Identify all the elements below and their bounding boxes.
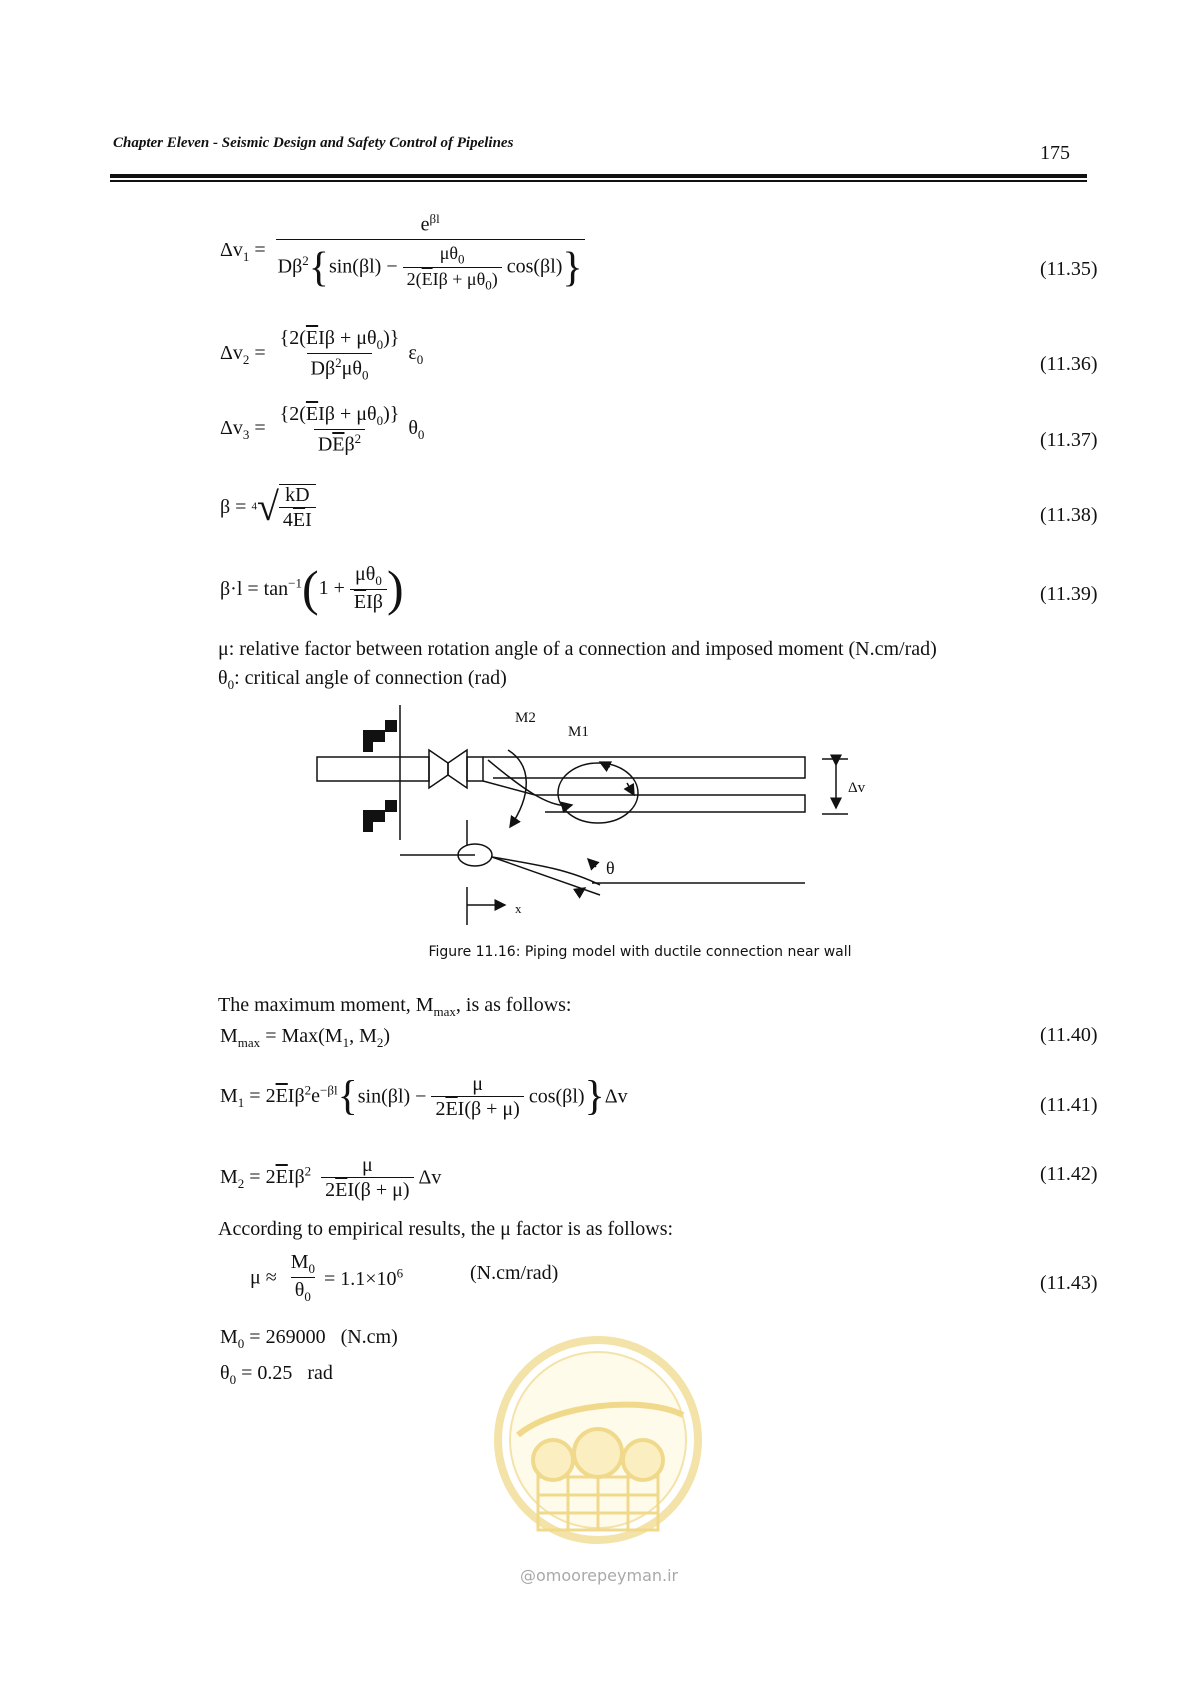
pipe-right-lower (483, 781, 805, 812)
equation-11-42: $M_2 = 2\overline{E}I\beta^2$ $\frac{\mu}{2\overline{E}I(\beta + \mu)}$ Δv (220, 1154, 442, 1201)
unit-mu: (N.cm/rad) (470, 1262, 559, 1284)
equation-number: (11.43) (1040, 1272, 1098, 1294)
equation-number: (11.37) (1040, 429, 1098, 451)
theta0-unit: rad (307, 1362, 333, 1384)
watermark-logo (493, 1335, 703, 1565)
equation-number: (11.39) (1040, 583, 1098, 605)
equation-11-39: $\beta\cdot l = \tan^{-1}(1$ + $\frac{\mu\theta_0}{\overline{E}I\beta}$ ) (220, 560, 404, 616)
page-number: 175 (1040, 142, 1070, 164)
label-x: x (515, 901, 522, 916)
equation-number: (11.40) (1040, 1024, 1098, 1046)
theta0-value-text: = 0.25 (241, 1362, 293, 1384)
max-moment-intro-post: , is as follows: (455, 994, 572, 1016)
empirical-intro: According to empirical results, the μ factor is as follows: (218, 1218, 674, 1240)
definition-mu: μ: relative factor between rotation angle of a connection and imposed moment (N.cm/rad) (218, 638, 937, 660)
pipe-left (317, 757, 429, 781)
m0-value-text: = 269000 (249, 1326, 326, 1348)
equation-number: (11.42) (1040, 1163, 1098, 1185)
equation-11-38: β = 4√ $\frac{kD}{4\overline{E}I}$ (220, 484, 316, 530)
equation-number: (11.35) (1040, 258, 1098, 280)
equation-11-35: $\Delta v_1$ = $e^{\beta l}$ $D\beta^2\{\sin(\beta l)$ − $\frac{\mu\theta_0}{2(\overline{E}I\beta + \mu\theta_0)}$ cos(βl)} (220, 211, 583, 293)
piping-diagram (300, 705, 900, 935)
equation-number: (11.36) (1040, 353, 1098, 375)
equation-number: (11.38) (1040, 504, 1098, 526)
label-delta-v: Δv (848, 780, 866, 796)
watermark-url: @omoorepeyman.ir (520, 1566, 679, 1585)
header-rule-thick (110, 174, 1087, 178)
label-theta: θ (606, 858, 615, 878)
header-rule-thin (110, 180, 1087, 182)
m0-unit: (N.cm) (340, 1326, 398, 1348)
equation-11-41: $M_1 = 2\overline{E}I\beta^2e^{-\beta l}\{\sin(\beta l)$ − $\frac{\mu}{2\overline{E}I(\beta + \mu)}$ cos(βl)}Δv (220, 1073, 628, 1120)
label-m1: M1 (568, 724, 589, 740)
equation-11-36: $\Delta v_2$ = $\frac{\{2(\overline{E}I\beta + \mu\theta_0)\}}{D\beta^2\mu\theta_0}$ $\varepsilon_0$ (220, 327, 424, 383)
figure-caption: Figure 11.16: Piping model with ductile connection near wall (428, 944, 852, 960)
max-moment-intro (218, 994, 571, 1020)
equation-number: (11.41) (1040, 1094, 1098, 1116)
pipe-right-upper (483, 757, 805, 778)
max-moment-intro-sub: max (433, 1004, 456, 1019)
theta0-value: $\theta_0 = 0.25$ rad (220, 1362, 333, 1387)
chapter-title: Chapter Eleven - Seismic Design and Safety Control of Pipelines (113, 135, 514, 151)
label-m2: M2 (515, 710, 536, 726)
equation-11-37: $\Delta v_3$ = $\frac{\{2(\overline{E}I\beta + \mu\theta_0)\}}{D\overline{E}\beta^2}$ $\theta_0$ (220, 403, 425, 456)
equation-11-43: μ ≈ $\frac{M_0}{\theta_0}$ = $1.1\times 10^6$ (250, 1251, 404, 1304)
equation-11-40: $M_{max} = Max(M_1$, $M_2$) (220, 1025, 391, 1050)
m0-value: $M_0 = 269000$ (N.cm) (220, 1326, 398, 1351)
max-moment-intro-pre: The maximum moment, M (218, 994, 434, 1016)
definition-theta0: $\theta_0$: critical angle of connection (rad) (218, 667, 507, 692)
definition-theta0-text: : critical angle of connection (rad) (234, 667, 507, 689)
